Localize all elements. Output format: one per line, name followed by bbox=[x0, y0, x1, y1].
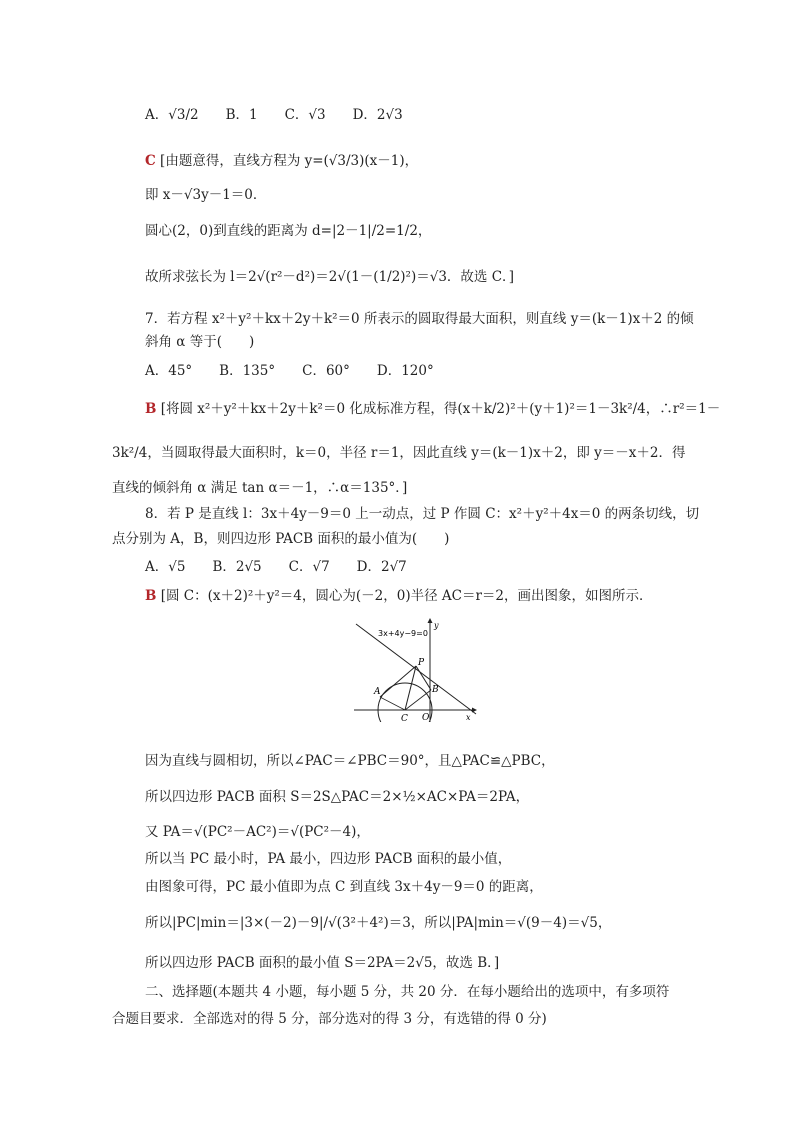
q8-answer-head bbox=[145, 587, 653, 605]
q8-ans-line1: 因为直线与圆相切，所以∠PAC＝∠PBC＝90°，且△PAC≌△PBC， bbox=[145, 753, 555, 769]
q6-answer-letter: C bbox=[145, 153, 156, 169]
circle-tangent-figure bbox=[350, 618, 478, 722]
q7-answer-line1 bbox=[145, 400, 720, 418]
q8-stem-line2: 点分别为 A，B，则四边形 PACB 面积的最小值为( ) bbox=[112, 531, 450, 547]
q8-answer-letter: B bbox=[145, 588, 157, 604]
q6-answer-text1: [由题意得，直线方程为 y=(√3/3)(x－1)， bbox=[160, 153, 419, 169]
y-axis-arrow bbox=[428, 618, 433, 623]
q7-answer-letter: B bbox=[145, 401, 157, 417]
q8-ans-line6: 所以|PC|min＝|3×(－2)－9|/√(3²＋4²)＝3，所以|PA|min＝√(9－4)＝√5， bbox=[145, 915, 612, 931]
q6-answer-line3: 圆心(2，0)到直线的距离为 d=|2－1|/2=1/2， bbox=[145, 223, 432, 239]
segment-ac bbox=[380, 697, 405, 710]
q6-options: A．√3/2 B．1 C．√3 D．2√3 bbox=[145, 107, 403, 123]
q7-answer-text1: [将圆 x²＋y²＋kx＋2y＋k²＝0 化成标准方程，得(x＋k/2)²＋(y＋1)²＝1－3k²/4，∴r²＝1－ bbox=[160, 401, 721, 417]
q7-answer-line3: 直线的倾斜角 α 满足 tan α＝－1，∴α＝135°．] bbox=[112, 480, 408, 496]
line-equation-label: 3x+4y−9=0 bbox=[378, 629, 428, 638]
q7-stem-line1: 7．若方程 x²＋y²＋kx＋2y＋k²＝0 所表示的圆取得最大面积，则直线 y＝(k－1)x＋2 的倾 bbox=[145, 311, 694, 327]
q7-answer-line2: 3k²/4，当圆取得最大面积时，k＝0，半径 r＝1，因此直线 y＝(k－1)x＋2，即 y＝－x＋2．得 bbox=[112, 445, 686, 461]
label-a: A bbox=[374, 687, 381, 697]
label-c: C bbox=[401, 714, 408, 722]
q6-answer-line1 bbox=[145, 152, 418, 170]
q7-stem-line2: 斜角 α 等于( ) bbox=[145, 334, 255, 350]
label-b: B bbox=[432, 685, 439, 695]
section2-line2: 合题目要求．全部选对的得 5 分，部分选对的得 3 分，有选错的得 0 分) bbox=[112, 1011, 547, 1027]
section2-line1: 二、选择题(本题共 4 小题，每小题 5 分，共 20 分．在每小题给出的选项中，有多项符 bbox=[145, 984, 670, 1000]
q7-options: A．45° B．135° C．60° D．120° bbox=[145, 363, 434, 379]
q8-answer-head-text: [圆 C：(x＋2)²＋y²＝4，圆心为(－2，0)半径 AC＝r＝2，画出图象，如图所示． bbox=[160, 588, 653, 604]
q6-answer-line2: 即 x－√3y－1＝0． bbox=[145, 187, 267, 203]
label-x: x bbox=[466, 713, 471, 722]
q8-ans-line4: 所以当 PC 最小时，PA 最小，四边形 PACB 面积的最小值， bbox=[145, 851, 512, 867]
q8-stem-line1: 8．若 P 是直线 l：3x＋4y－9＝0 上一动点，过 P 作圆 C：x²＋y²＋4x＝0 的两条切线，切 bbox=[145, 506, 700, 522]
label-y: y bbox=[434, 621, 439, 630]
q8-ans-line2: 所以四边形 PACB 面积 S＝2S△PAC＝2×½×AC×PA＝2PA， bbox=[145, 789, 530, 805]
q8-ans-line3: 又 PA＝√(PC²－AC²)＝√(PC²－4)， bbox=[145, 824, 370, 840]
q8-options: A．√5 B．2√5 C．√7 D．2√7 bbox=[145, 559, 407, 575]
figure-svg bbox=[350, 618, 478, 722]
tangent-pa bbox=[380, 666, 416, 697]
segment-pc bbox=[405, 666, 416, 710]
q8-ans-line5: 由图象可得，PC 最小值即为点 C 到直线 3x＋4y－9＝0 的距离， bbox=[145, 879, 543, 895]
q6-answer-line4: 故所求弦长为 l＝2√(r²－d²)＝2√(1－(1/2)²)＝√3．故选 C．] bbox=[145, 269, 515, 285]
label-p: P bbox=[418, 658, 425, 668]
label-o: O bbox=[422, 713, 430, 722]
q8-ans-line7: 所以四边形 PACB 面积的最小值 S＝2PA＝2√5，故选 B．] bbox=[145, 955, 500, 971]
